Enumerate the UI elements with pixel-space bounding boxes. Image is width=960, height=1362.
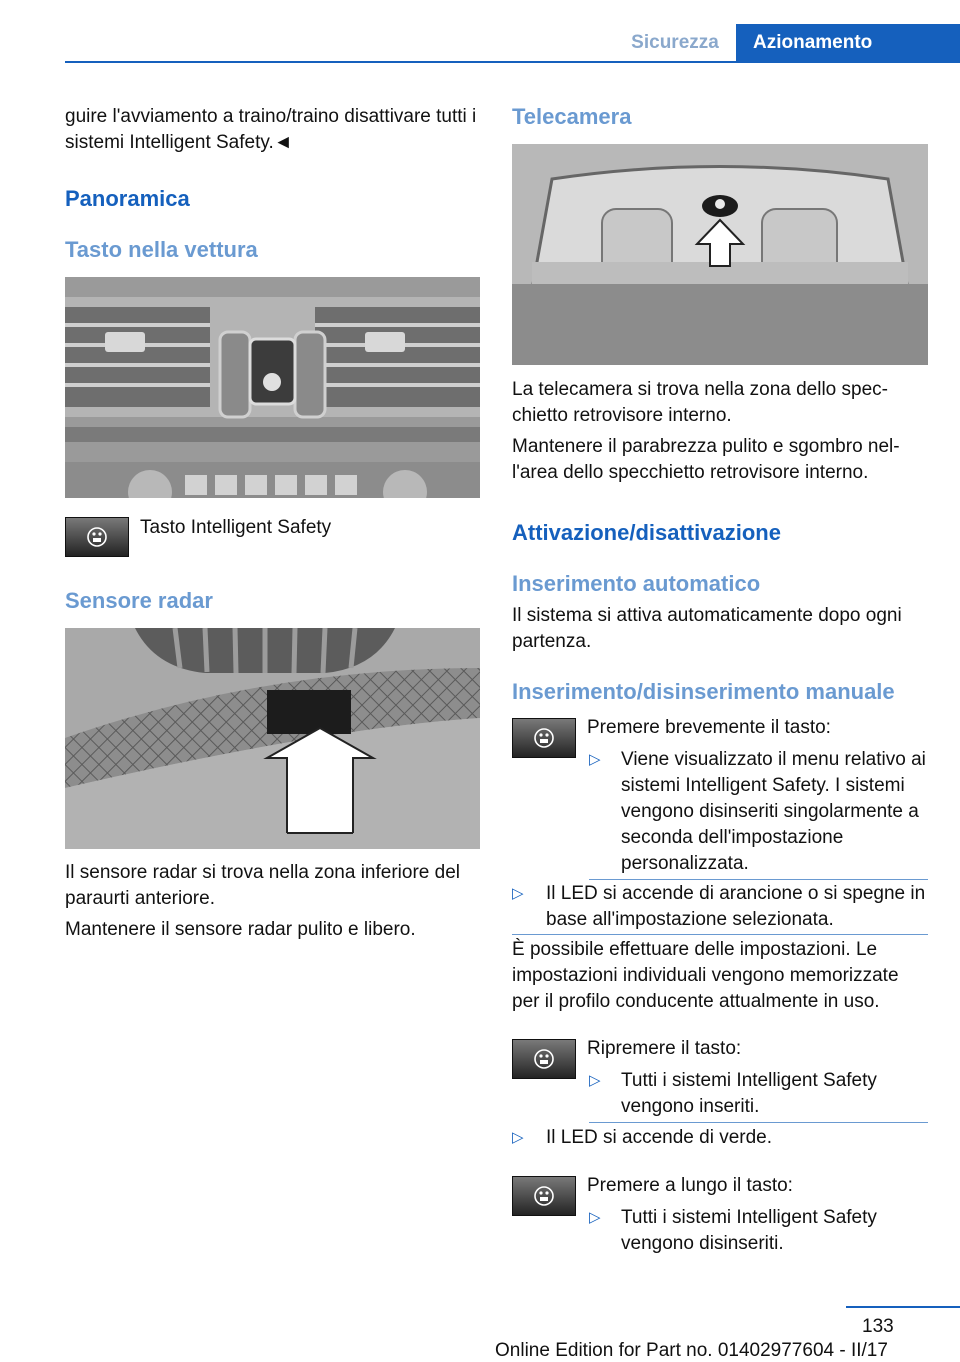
auto-paragraph: Il sistema si attiva automaticamente dopo ogni partenza. — [512, 605, 902, 652]
heading-attivazione: Attivazione/disattivazione — [512, 520, 781, 545]
heading-inserimento-automatico: Inserimento automatico — [512, 571, 761, 596]
intelligent-safety-button-icon — [512, 1176, 576, 1216]
bullet-all-on-text: Tutti i sistemi Intelligent Safety vengono inseriti. — [621, 1070, 877, 1117]
bullet-all-off-text: Tutti i sistemi Intelligent Safety vengono disinseriti. — [621, 1207, 877, 1254]
header-tab-azionamento[interactable]: Azionamento — [736, 24, 960, 63]
list-separator — [512, 934, 928, 935]
camera-paragraph-1: La telecamera si trova nella zona dello specchietto retrovisore interno. — [512, 379, 888, 426]
footer-edition: Online Edition for Part no. 01402977604 - II/17 — [495, 1340, 888, 1361]
press-long-label: Premere a lungo il tasto: — [587, 1175, 793, 1196]
press-again-label: Ripremere il tasto: — [587, 1038, 742, 1059]
page-number: 133 — [862, 1316, 894, 1337]
heading-sensore-radar: Sensore radar — [65, 588, 213, 613]
intelligent-safety-button-icon — [512, 718, 576, 758]
camera-paragraph-2: Mantenere il parabrezza pulito e sgombro nell'area dello specchietto retrovisore interno. — [512, 436, 900, 483]
list-separator — [589, 879, 928, 880]
radar-paragraph-2: Mantenere il sensore radar pulito e libero. — [65, 919, 416, 940]
heading-telecamera: Telecamera — [512, 104, 632, 129]
camera-figure — [512, 144, 928, 365]
heading-panoramica: Panoramica — [65, 186, 190, 211]
radar-sensor-figure — [65, 628, 480, 849]
bullet-triangle-icon: ▷ — [512, 885, 524, 902]
intelligent-safety-button-icon — [65, 517, 129, 557]
list-item — [512, 881, 928, 933]
intelligent-safety-button-label: Tasto Intelligent Safety — [140, 517, 332, 538]
intelligent-safety-button-icon — [512, 1039, 576, 1079]
press-short-label: Premere brevemente il tasto: — [587, 717, 831, 738]
list-separator — [589, 1122, 928, 1123]
list-item — [589, 1068, 928, 1120]
radar-paragraph-1: Il sensore radar si trova nella zona inferiore del paraurti anteriore. — [65, 862, 460, 909]
bullet-triangle-icon: ▷ — [512, 1129, 524, 1146]
bullet-triangle-icon: ▷ — [589, 751, 601, 768]
list-item — [512, 1125, 928, 1151]
bullet-led-orange-text: Il LED si accende di arancione o si spegne in base all'impostazione selezionata. — [546, 883, 926, 930]
footer-rule — [846, 1306, 960, 1308]
dashboard-button-figure — [65, 277, 480, 498]
settings-paragraph: È possibile effettuare delle impostazioni. Le impostazioni individuali vengono memorizzate per il profilo conducente attualmente in uso. — [512, 939, 899, 1012]
header-rule — [65, 61, 960, 63]
list-item — [589, 747, 928, 877]
bullet-menu-text: Viene visualizzato il menu relativo ai sistemi Intelligent Safety. I sistemi vengono disinseriti singolarmente a seconda dell'impostazione personalizzata. — [621, 749, 926, 874]
heading-tasto-nella-vettura: Tasto nella vettura — [65, 237, 258, 262]
list-item — [589, 1205, 928, 1257]
header-tab-sicurezza[interactable]: Sicurezza — [615, 24, 735, 61]
bullet-triangle-icon: ▷ — [589, 1209, 601, 1226]
bullet-triangle-icon: ▷ — [589, 1072, 601, 1089]
heading-inserimento-manuale: Inserimento/disinserimento manuale — [512, 679, 895, 704]
bullet-led-green-text: Il LED si accende di verde. — [546, 1127, 773, 1148]
intro-paragraph: guire l'avviamento a traino/traino disattivare tutti i sistemi Intelligent Safety.◄ — [65, 106, 477, 153]
